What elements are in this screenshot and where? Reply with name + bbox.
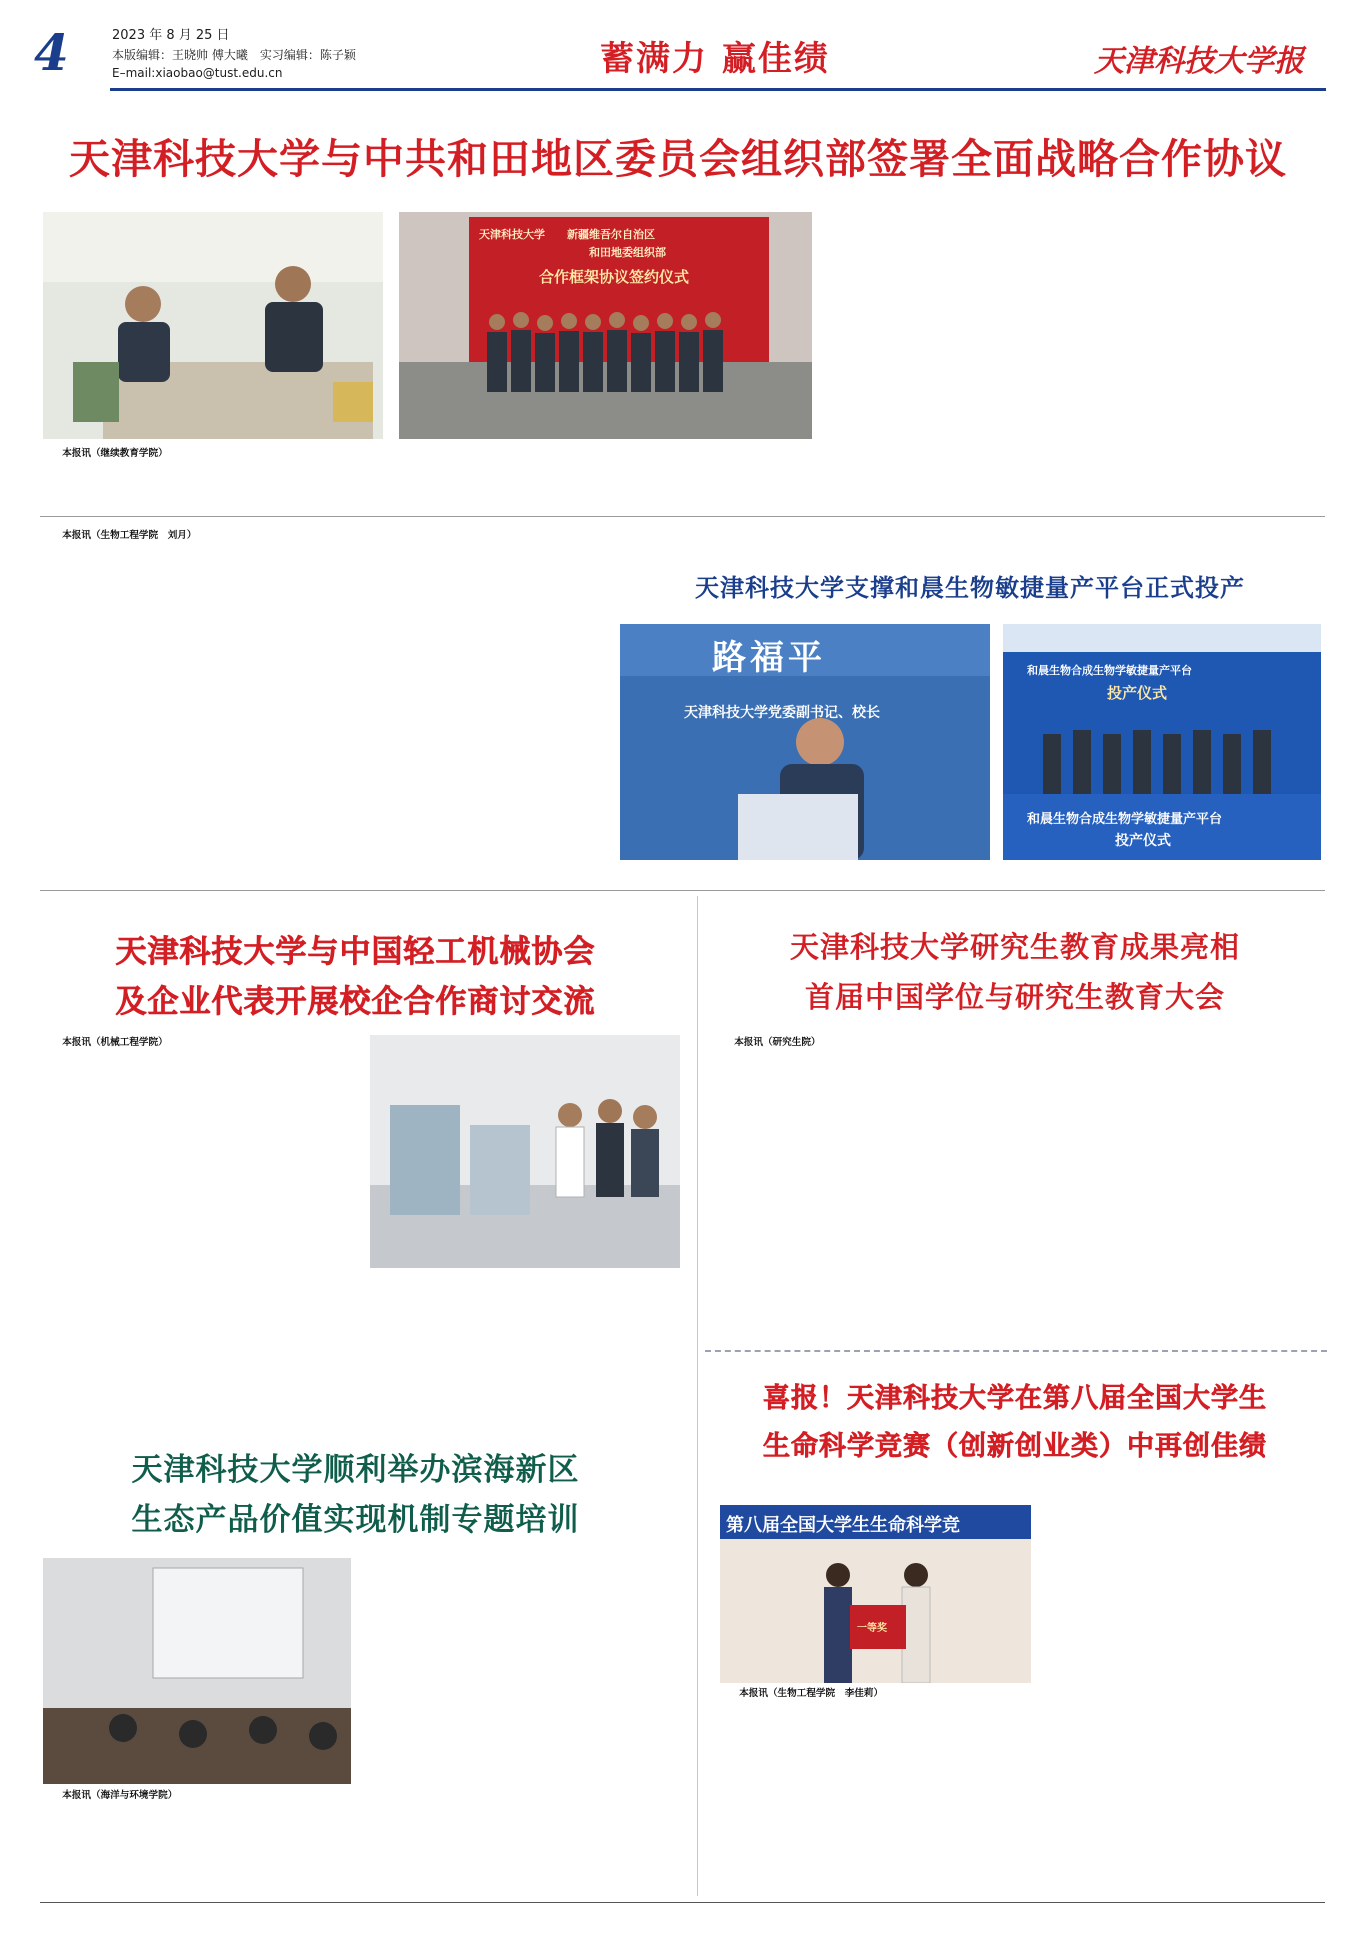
binhai-headline-line1: 天津科技大学顺利举办滨海新区 xyxy=(131,1452,580,1488)
binhai-photo-training xyxy=(43,1558,351,1784)
hetian-backdrop-line3: 合作框架协议签约仪式 xyxy=(539,268,690,286)
biotech-column-1 xyxy=(43,528,301,858)
biotech-photo-ceremony xyxy=(1003,624,1321,860)
hetian-column-1 xyxy=(43,446,215,508)
biotech-column-2 xyxy=(318,528,606,858)
competition-column-2 xyxy=(1040,1505,1323,1892)
masthead-editors: 本版编辑：王晓帅 傅大曦 实习编辑：陈子颖 xyxy=(112,48,356,62)
footer-rule xyxy=(40,1902,1325,1903)
graduate-bottom-dashed-rule xyxy=(705,1350,1327,1352)
machinery-photo-lab-visit xyxy=(370,1035,680,1268)
binhai-column-2 xyxy=(368,1558,680,1892)
hetian-column-2 xyxy=(228,446,400,508)
hetian-photo-meeting-scene xyxy=(43,212,383,439)
hetian-headline: 天津科技大学与中共和田地区委员会组织部签署全面战略合作协议 xyxy=(69,135,1287,183)
machinery-headline-line2: 及企业代表开展校企合作商讨交流 xyxy=(115,984,596,1020)
graduate-headline-line1: 天津科技大学研究生教育成果亮相 xyxy=(789,930,1240,964)
hetian-column-4 xyxy=(604,446,779,508)
biotech-byline: 本报讯（生物工程学院 刘月） xyxy=(62,530,197,541)
biotech-speaker-name-sign: 路福平 xyxy=(712,638,826,678)
competition-headline-line1: 喜报！天津科技大学在第八届全国大学生 xyxy=(763,1383,1267,1414)
hetian-photo-signing xyxy=(399,212,812,439)
competition-headline-line2: 生命科学竞赛（创新创业类）中再创佳绩 xyxy=(763,1431,1267,1462)
machinery-column-1 xyxy=(43,1035,351,1409)
hetian-column-5 xyxy=(825,212,1063,508)
masthead-slogan: 蓄满力 赢佳绩 xyxy=(600,39,830,79)
binhai-headline-line2: 生态产品价值实现机制专题培训 xyxy=(131,1502,580,1538)
column-divider-lower xyxy=(697,896,698,1896)
binhai-byline: 本报讯（海洋与环境学院） xyxy=(62,1790,178,1801)
biotech-screen-line2: 投产仪式 xyxy=(1107,684,1168,702)
biotech-stage-line2: 投产仪式 xyxy=(1115,833,1171,849)
masthead xyxy=(0,0,1356,92)
binhai-column-1 xyxy=(43,1788,351,1892)
machinery-headline-line1: 天津科技大学与中国轻工机械协会 xyxy=(115,934,596,970)
graduate-column-2 xyxy=(1025,1035,1323,1337)
competition-byline: 本报讯（生物工程学院 李佳莉） xyxy=(739,1688,884,1699)
masthead-email: E–mail:xiaobao@tust.edu.cn xyxy=(112,66,283,80)
machinery-byline: 本报讯（机械工程学院） xyxy=(62,1037,168,1048)
biotech-headline: 天津科技大学支撑和晨生物敏捷量产平台正式投产 xyxy=(695,574,1245,602)
paper-name-logo: 天津科技大学报 xyxy=(1094,44,1304,79)
biotech-screen-line1: 和晨生物合成生物学敏捷量产平台 xyxy=(1027,664,1192,677)
biotech-stage-line1: 和晨生物合成生物学敏捷量产平台 xyxy=(1027,812,1223,827)
competition-column-1 xyxy=(720,1686,1031,1892)
graduate-column-1 xyxy=(715,1035,1015,1337)
hetian-byline: 本报讯（继续教育学院） xyxy=(62,448,168,459)
hetian-backdrop-line1: 天津科技大学 新疆维吾尔自治区 xyxy=(479,228,655,241)
section-divider-2 xyxy=(40,890,1325,891)
machinery-photo-lab-visit-scene xyxy=(370,1035,680,1268)
hetian-photo-meeting xyxy=(43,212,383,439)
masthead-bar xyxy=(110,88,1326,91)
competition-photo-award xyxy=(720,1505,1031,1683)
biotech-speaker-title-sign: 天津科技大学党委副书记、校长 xyxy=(684,705,880,721)
competition-banner: 第八届全国大学生生命科学竞 xyxy=(726,1515,960,1536)
page-number: 4 xyxy=(34,23,69,82)
masthead-date: 2023 年 8 月 25 日 xyxy=(112,28,230,43)
binhai-photo-training-scene xyxy=(43,1558,351,1784)
hetian-backdrop-line2: 和田地委组织部 xyxy=(589,246,666,259)
competition-certificate: 一等奖 xyxy=(857,1623,887,1634)
hetian-column-3 xyxy=(410,446,588,508)
hetian-column-6 xyxy=(1078,212,1318,508)
machinery-column-2 xyxy=(370,1280,680,1409)
graduate-byline: 本报讯（研究生院） xyxy=(734,1037,821,1048)
graduate-headline-line2: 首届中国学位与研究生教育大会 xyxy=(804,980,1225,1014)
section-divider-1 xyxy=(40,516,1325,517)
biotech-photo-speech xyxy=(620,624,990,860)
